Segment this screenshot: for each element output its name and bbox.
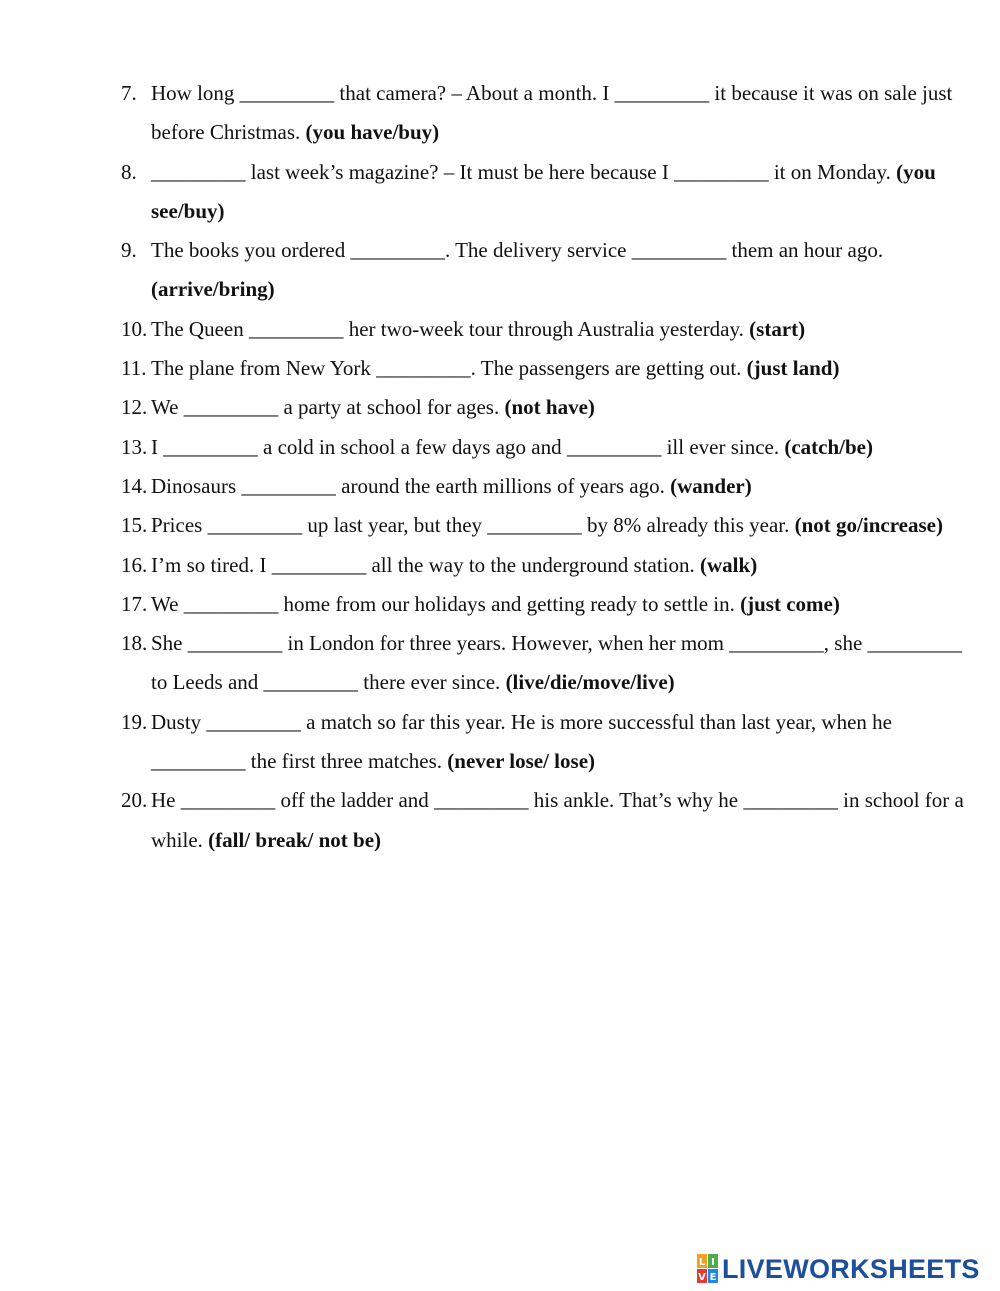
exercise-item-19 [0, 703, 1000, 782]
item-number: 17. [121, 591, 148, 616]
item-number: 10. [121, 316, 148, 341]
item-number: 7. [121, 81, 137, 105]
item-number: 11. [121, 356, 147, 381]
item-sentence: The plane from New York _________. The passengers are getting out. [151, 356, 742, 381]
item-number: 8. [121, 159, 137, 184]
svg-text:V: V [698, 1272, 706, 1283]
item-hint: (not have) [504, 395, 595, 420]
svg-text:L: L [698, 1257, 706, 1268]
item-sentence: How long _________ that camera? – About a month. I _________ it because it was on sale just before Christmas. [151, 81, 953, 145]
exercise-item-18 [0, 624, 1000, 703]
item-sentence: The books you ordered _________. The delivery service _________ them an hour ago. [151, 238, 884, 263]
item-sentence: Prices _________ up last year, but they _________ by 8% already this year. [151, 513, 790, 538]
exercise-item-14 [0, 467, 1000, 506]
item-hint: (just come) [740, 591, 840, 616]
item-sentence: We _________ home from our holidays and getting ready to settle in. [151, 591, 735, 616]
item-number: 19. [121, 709, 148, 734]
item-number: 16. [121, 552, 148, 577]
exercise-item-15 [0, 506, 1000, 545]
item-hint: (catch/be) [784, 434, 873, 459]
exercise-item-11 [0, 349, 1000, 388]
exercise-list [0, 74, 1000, 860]
item-hint: (start) [749, 316, 806, 341]
item-sentence: We _________ a party at school for ages. [151, 395, 500, 420]
item-number: 12. [121, 395, 148, 420]
liveworksheets-logo [697, 1254, 980, 1284]
item-hint: (walk) [700, 552, 758, 577]
exercise-item-7 [0, 74, 1000, 153]
item-hint: (wander) [670, 473, 752, 498]
item-sentence: He _________ off the ladder and _________ his ankle. That’s why he _________ in school for a while. [151, 788, 964, 852]
svg-text:I: I [711, 1257, 715, 1268]
item-hint: (arrive/bring) [151, 277, 275, 302]
item-sentence: _________ last week’s magazine? – It must be here because I _________ it on Monday. [151, 159, 891, 184]
item-number: 13. [121, 434, 148, 459]
item-hint: (you see/buy) [151, 159, 936, 223]
exercise-item-12 [0, 388, 1000, 427]
exercise-item-17 [0, 585, 1000, 624]
svg-text:E: E [709, 1272, 717, 1283]
item-hint: (not go/increase) [794, 513, 943, 538]
exercise-item-20 [0, 781, 1000, 860]
item-number: 20. [121, 788, 148, 813]
item-sentence: I _________ a cold in school a few days ago and _________ ill ever since. [151, 434, 780, 459]
exercise-item-9 [0, 231, 1000, 310]
item-hint: (fall/ break/ not be) [208, 827, 382, 852]
item-hint: (never lose/ lose) [447, 749, 596, 774]
item-number: 9. [121, 238, 137, 263]
item-number: 18. [121, 631, 148, 656]
item-sentence: The Queen _________ her two-week tour through Australia yesterday. [151, 316, 744, 341]
logo-text: LIVEWORKSHEETS [722, 1254, 980, 1284]
item-sentence: She _________ in London for three years. However, when her mom _________, she _________ to Leeds and _________ there ever since. [151, 631, 963, 695]
item-number: 15. [121, 513, 148, 538]
item-sentence: Dusty _________ a match so far this year. He is more successful than last year, when he _________ the first three matches. [151, 709, 892, 774]
exercise-item-8 [0, 153, 1000, 232]
item-sentence: I’m so tired. I _________ all the way to the underground station. [151, 552, 695, 577]
item-number: 14. [121, 473, 148, 498]
item-hint: (live/die/move/live) [505, 670, 675, 695]
exercise-item-16 [0, 546, 1000, 585]
item-hint: (you have/buy) [305, 120, 440, 145]
exercise-item-13 [0, 428, 1000, 467]
item-sentence: Dinosaurs _________ around the earth millions of years ago. [151, 473, 665, 498]
item-hint: (just land) [746, 356, 840, 381]
liveworksheets-blocks-icon [697, 1254, 719, 1284]
exercise-item-10 [0, 310, 1000, 349]
